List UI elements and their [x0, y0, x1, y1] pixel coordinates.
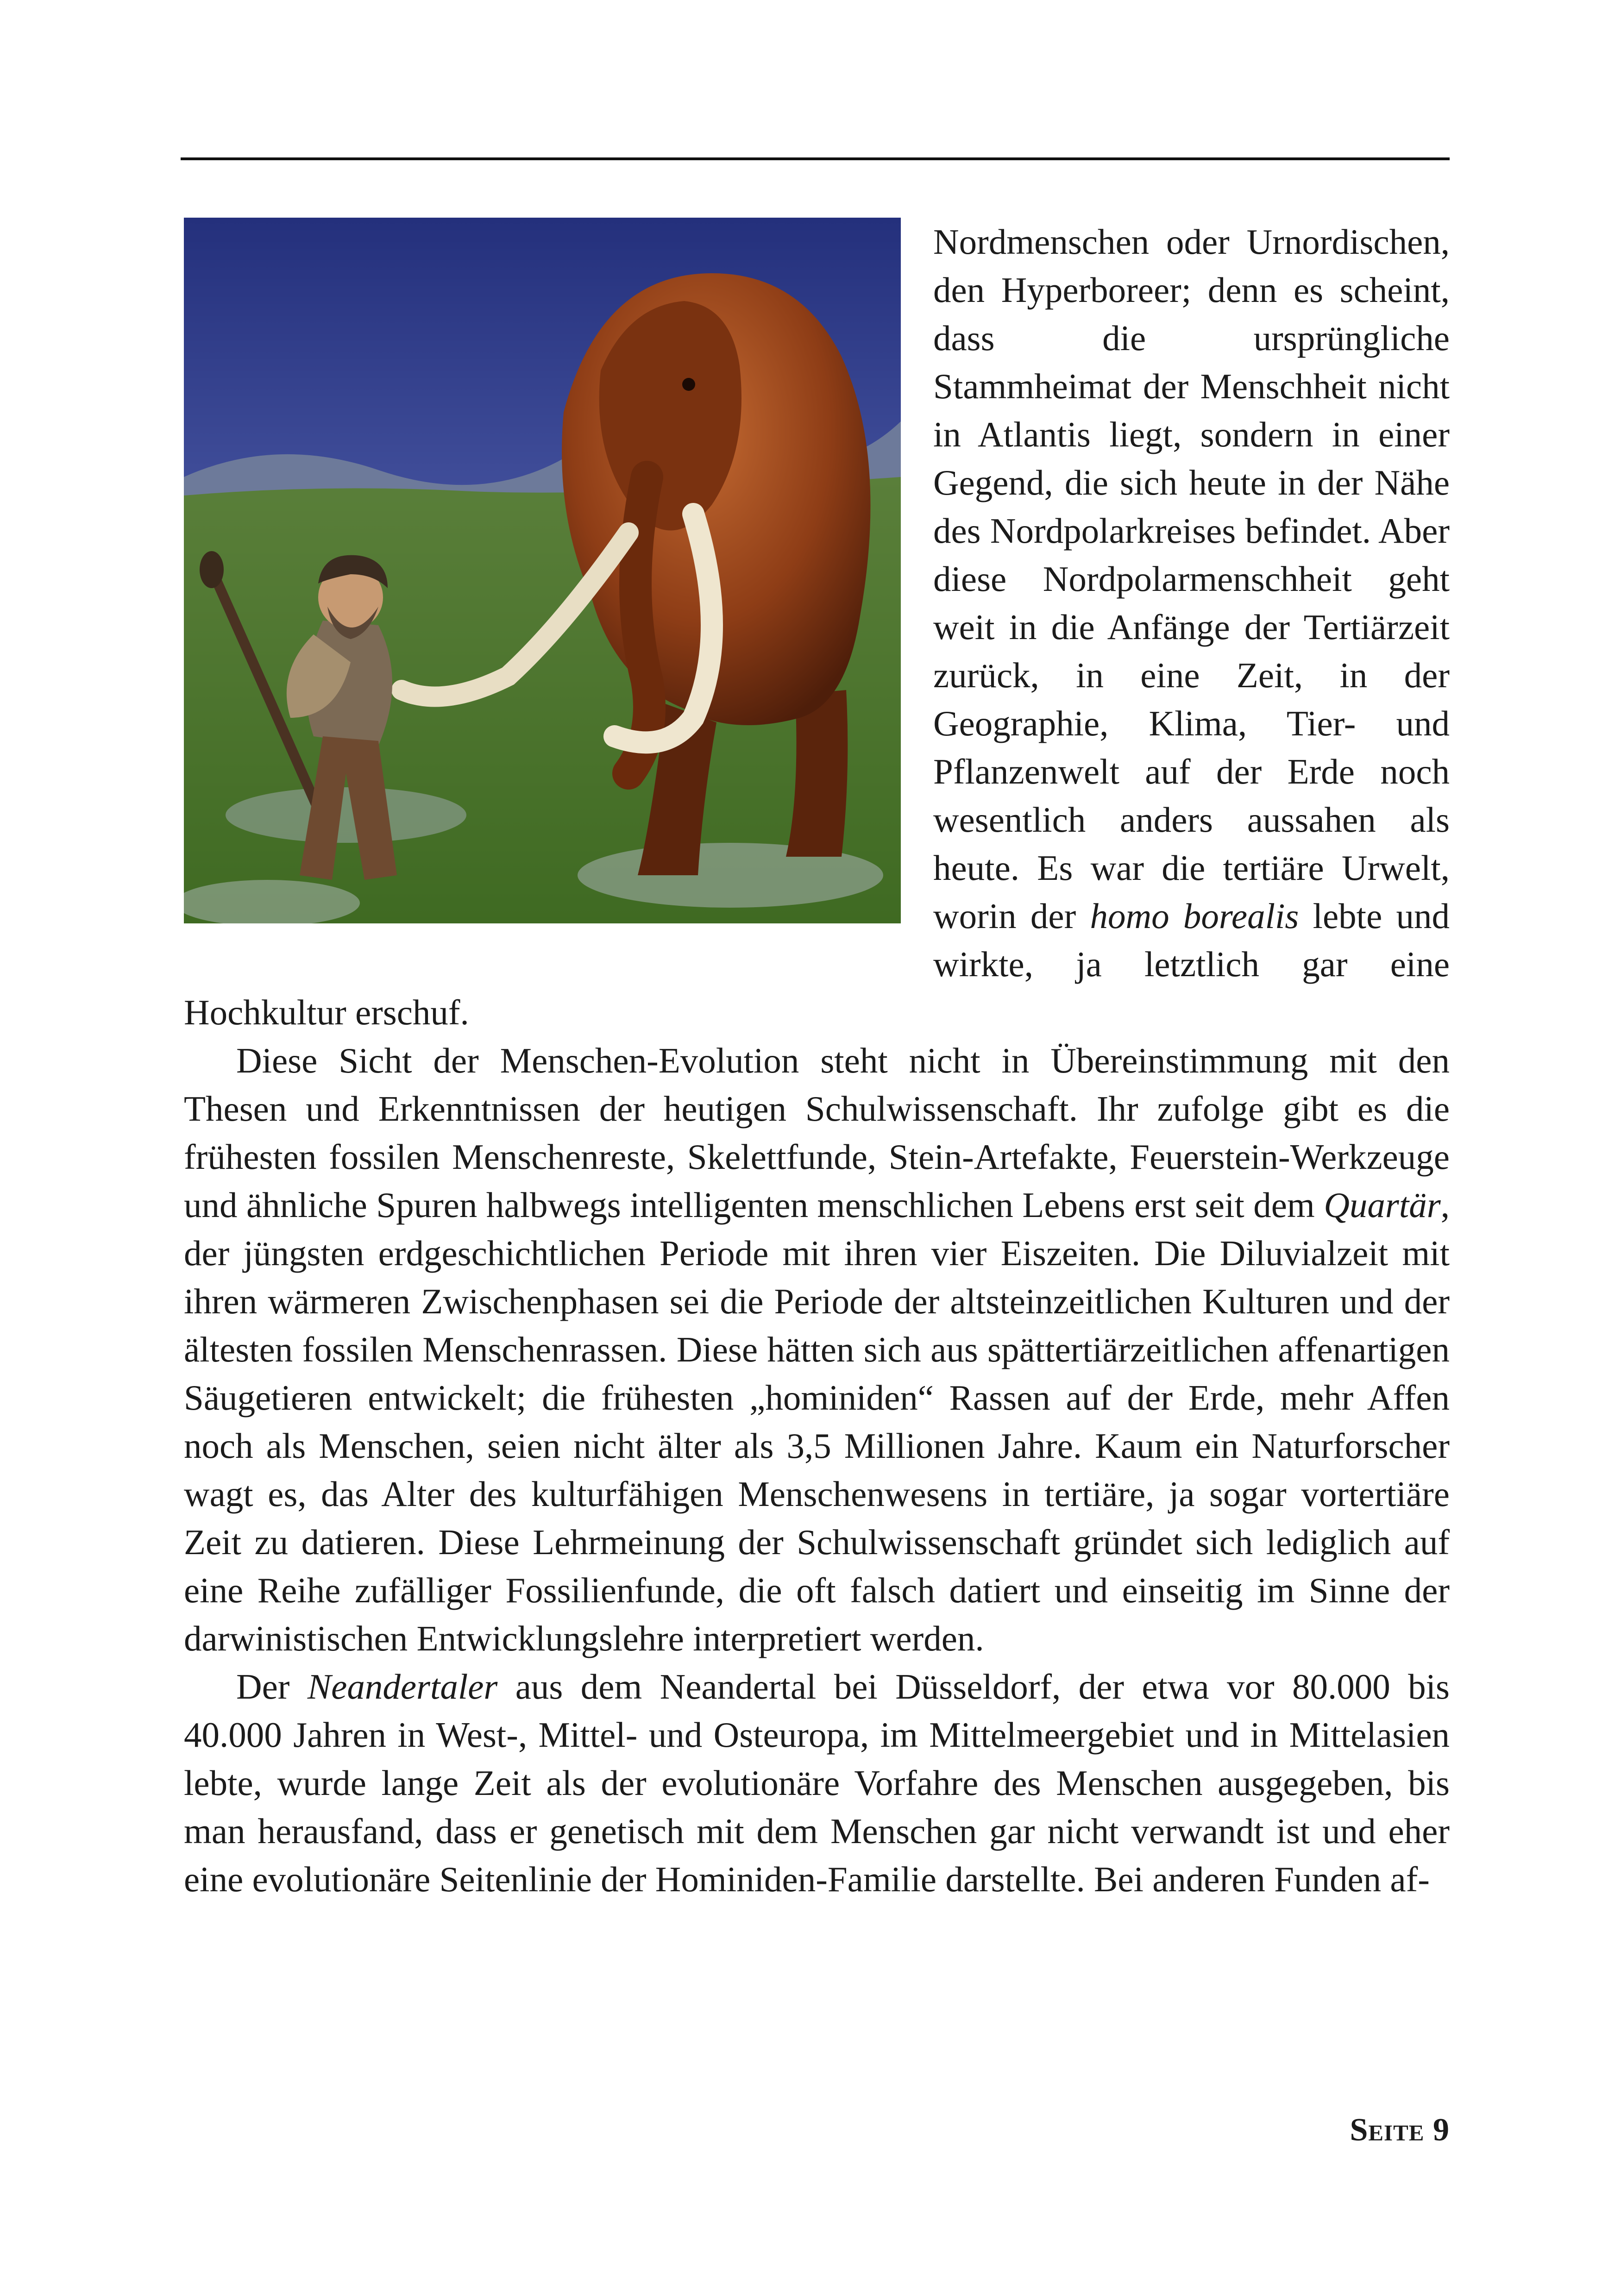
header-rule [181, 157, 1450, 160]
paragraph-1-text-end: lebte und wirkte, ja letztlich gar eine Hochkultur erschuf. [184, 896, 1450, 1032]
paragraph-2-text-end: , der jüngsten erdgeschichtlichen Periode mit ihren vier Eiszeiten. Die Diluvialzeit mit ihren wärmeren Zwischenphasen sei die Periode der altsteinzeitlichen Kulturen und der ältesten fossilen Menschenrassen. Diese hätten sich aus spättertiärzeitlichen affenartigen Säugetieren entwickelt; die frühesten „hominiden“ Rassen auf der Erde, mehr Affen noch als Menschen, seien nicht älter als 3,5 Millionen Jahre. Kaum ein Naturforscher wagt es, das Alter des kulturfähigen Menschenwesens in tertiäre, ja sogar vortertiäre Zeit zu datieren. Diese Lehrmeinung der Schulwissenschaft gründet sich lediglich auf eine Reihe zufälliger Fossilienfunde, die oft falsch datiert und einseitig im Sinne der darwinistischen Entwicklungslehre interpretiert werden. [184, 1185, 1450, 1658]
page-body [184, 218, 1450, 1903]
illustration-canvas [184, 218, 901, 923]
term-homo-borealis: homo borealis [1090, 896, 1299, 936]
term-quartaer: Quartär [1324, 1185, 1441, 1225]
paragraph-3-text: Der [236, 1667, 308, 1706]
page-number: Seite 9 [1350, 2112, 1450, 2148]
paragraph-3 [184, 1662, 1450, 1903]
mammoth-illustration [184, 218, 901, 923]
paragraph-2-text: Diese Sicht der Menschen-Evolution steht nicht in Übereinstimmung mit den Thesen und Erkenntnissen der heutigen Schulwissenschaft. Ihr zufolge gibt es die frühesten fossilen Menschenreste, Skelettfunde, Stein-Artefakte, Feuerstein-Werkzeuge und ähnliche Spuren halbwegs intelligenten menschlichen Lebens erst seit dem [184, 1041, 1450, 1225]
paragraph-1-text: Nordmenschen oder Urnordischen, den Hyperboreer; denn es scheint, dass die ursprüngliche Stammheimat der Menschheit nicht in Atlantis liegt, sondern in einer Gegend, die sich heute in der Nähe des Nordpolarkreises befindet. Aber diese Nordpolarmenschheit geht weit in die Anfänge der Tertiärzeit zurück, in eine Zeit, in der Geographie, Klima, Tier- und Pflanzenwelt auf der Erde noch wesentlich anders aussahen als heute. Es war die tertiäre Urwelt, worin der [933, 222, 1450, 936]
rock-patch [226, 787, 466, 843]
paragraph-2 [184, 1036, 1450, 1662]
paragraph-3-text-end: aus dem Neandertal bei Düsseldorf, der etwa vor 80.000 bis 40.000 Jahren in West-, Mittel- und Osteuropa, im Mittelmeergebiet und in Mittelasien lebte, wurde lange Zeit als der evolutionäre Vorfahre des Menschen ausgegeben, bis man herausfand, dass er genetisch mit dem Menschen gar nicht verwandt ist und eher eine evolutionäre Seitenlinie der Hominiden-Familie darstellte. Bei anderen Funden af- [184, 1667, 1450, 1899]
term-neandertaler: Neandertaler [307, 1667, 498, 1706]
